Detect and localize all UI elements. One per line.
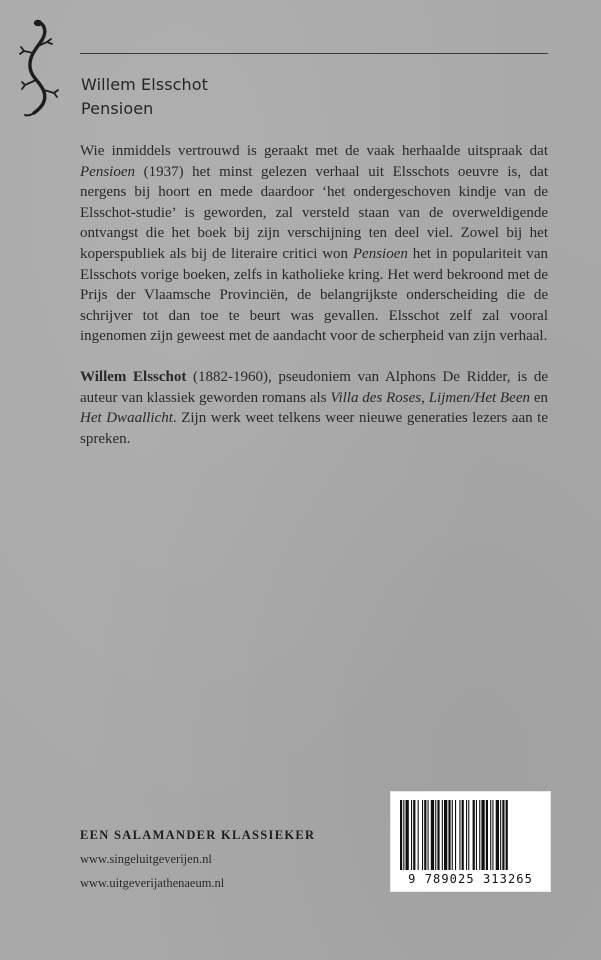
author-bio: Willem Elsschot (1882-1960), pseudoniem van Alphons De Ridder, is de auteur van klassiek geworden romans als Villa des Roses, Lijmen/Het Been en Het Dwaallicht. Zijn werk weet telkens weer nieuwe generaties lezers aan te spreken.	[80, 368, 548, 447]
barcode-bars	[391, 792, 550, 874]
blurb-paragraph: Wie inmiddels vertrouwd is geraakt met de vaak herhaalde uitspraak dat Pensioen (1937) het minst gelezen verhaal uit Elsschots oeuvre is, dat nergens bij hoort en mede daardoor ‘het ondergeschoven kindje van de Elsschot-studie’ is geworden, zal versteld staan van de overweldigende ontvangst die het boek bij zijn verschijning ten deel viel. Zowel bij het koperspubliek als bij de literaire critici won Pensioen het in populariteit van Elsschots vorige boeken, zelfs in katholieke kring. Het werd bekroond met de Prijs der Vlaamsche Provinciën, de belangrijkste onderscheiding die de schrijver tot dan toe te beurt was gevallen. Elsschot zelf zal vooral ingenomen zijn geweest met de aandacht voor de scherpheid van zijn verhaal.	[80, 143, 548, 345]
publisher-url-singel[interactable]: www.singeluitgeverijen.nl	[80, 852, 212, 866]
series-label: EEN SALAMANDER KLASSIEKER	[80, 828, 316, 842]
author-name: Willem Elsschot	[81, 75, 209, 94]
publisher-url-athenaeum[interactable]: www.uitgeverijathenaeum.nl	[80, 876, 225, 890]
isbn-barcode	[390, 791, 551, 892]
isbn-number: 9 789025 313265	[408, 872, 533, 886]
salamander-icon	[14, 18, 66, 120]
book-title: Pensioen	[81, 99, 154, 118]
header-rule	[80, 53, 548, 54]
blurb-text	[80, 141, 548, 449]
